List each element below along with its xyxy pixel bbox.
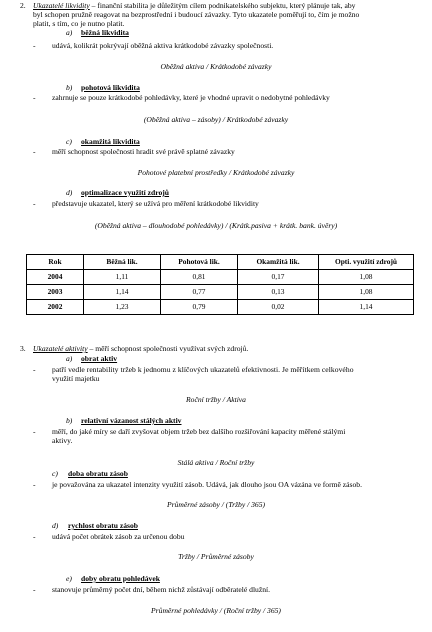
- item-title: optimalizace využití zdrojů: [81, 188, 170, 197]
- section-intro-line: byl schopen pružně reagovat na bezprostřední i budoucí závazky. Tyto ukazatele poměřují to, čím je možno: [33, 10, 360, 19]
- item-letter: e): [66, 574, 72, 583]
- table-row: [27, 270, 414, 285]
- item-description: zahrnuje se pouze krátkodobé pohledávky, které je vhodné upravit o nedobytné pohledávky: [52, 93, 330, 102]
- table-header-row: [27, 255, 414, 270]
- table-cell: 0,02: [238, 300, 319, 315]
- table-cell: 2004: [27, 270, 84, 285]
- item-letter: a): [66, 354, 73, 363]
- item-description: představuje ukazatel, který se užívá pro měření krátkodobé likvidity: [52, 199, 259, 208]
- table-cell: 0,17: [238, 270, 319, 285]
- table-cell: 1,11: [84, 270, 161, 285]
- item-description: aktivy.: [52, 436, 73, 445]
- item-title: relativní vázanost stálých aktiv: [81, 416, 182, 425]
- bullet-dash: -: [33, 93, 36, 102]
- bullet-dash: -: [33, 427, 36, 436]
- bullet-dash: -: [33, 532, 36, 541]
- item-letter: c): [66, 137, 72, 146]
- item-formula: (Oběžná aktiva – zásoby) / Krátkodobé závazky: [143, 115, 289, 124]
- table-cell: 1,14: [319, 300, 414, 315]
- bullet-dash: -: [33, 480, 36, 489]
- section-intro-line: platit, s tím, co je nutno platit.: [33, 19, 125, 28]
- item-formula: Oběžná aktiva / Krátkodobé závazky: [160, 62, 272, 71]
- item-formula: (Oběžná aktiva – dlouhodobé pohledávky) / (Krátk.pasiva + krátk. bank. úvěry): [94, 221, 338, 230]
- table-cell: 1,14: [84, 285, 161, 300]
- item-title: běžná likvidita: [81, 28, 129, 37]
- item-description: stanovuje průměrný počet dní, během nichž zůstávají odběratelé dlužní.: [52, 585, 271, 594]
- item-description: využití majetku: [52, 374, 100, 383]
- bullet-dash: -: [33, 365, 36, 374]
- table-cell: 0,13: [238, 285, 319, 300]
- table-cell: 1,23: [84, 300, 161, 315]
- item-title: pohotová likvidita: [81, 83, 140, 92]
- bullet-dash: -: [33, 147, 36, 156]
- table-cell: 1,08: [319, 285, 414, 300]
- item-title: okamžitá likvidita: [81, 137, 140, 146]
- section-intro-text: – finanční stabilita je důležitým cílem podnikatelského subjektu, který plánuje tak, aby: [89, 1, 356, 10]
- section-number: 2.: [20, 1, 26, 10]
- bullet-dash: -: [33, 199, 36, 208]
- bullet-dash: -: [33, 585, 36, 594]
- table-row: [27, 300, 414, 315]
- item-formula: Průměrné zásoby / (Tržby / 365): [166, 500, 266, 509]
- table-cell: 1,08: [319, 270, 414, 285]
- item-description: je považována za ukazatel intenzity využití zásob. Udává, jak dlouho jsou OA vázána ve formě zásob.: [52, 480, 362, 489]
- table-header-cell: Běžná lik.: [84, 255, 161, 270]
- table-cell: 2002: [27, 300, 84, 315]
- item-title: doba obratu zásob: [68, 469, 128, 478]
- item-formula: Průměrné pohledávky / (Roční tržby / 365): [151, 606, 281, 615]
- item-title: doby obratu pohledávek: [81, 574, 160, 583]
- item-description: měří schopnost společnosti hradit své právě splatné závazky: [52, 147, 235, 156]
- table-header-cell: Rok: [27, 255, 84, 270]
- bullet-dash: -: [33, 41, 36, 50]
- item-letter: b): [66, 83, 73, 92]
- item-letter: c): [52, 469, 58, 478]
- item-description: udává, kolikrát pokrývají oběžná aktiva krátkodobé závazky společnosti.: [52, 41, 274, 50]
- item-description: udává počet obrátek zásob za určenou dobu: [52, 532, 185, 541]
- liquidity-table: [26, 254, 414, 315]
- table-cell: 0,79: [161, 300, 238, 315]
- item-formula: Roční tržby / Aktiva: [186, 395, 246, 404]
- table-row: [27, 285, 414, 300]
- section-heading: Ukazatelé aktivity: [33, 344, 88, 353]
- item-letter: a): [66, 28, 73, 37]
- item-formula: Tržby / Průměrné zásoby: [178, 552, 254, 561]
- section-intro-line: [33, 344, 248, 353]
- section-number: 3.: [20, 344, 26, 353]
- item-letter: d): [52, 521, 59, 530]
- table-header-cell: Pohotová lik.: [161, 255, 238, 270]
- item-description: patří vedle rentability tržeb k jednomu z klíčových ukazatelů efektivnosti. Je měřítkem celkového: [52, 365, 354, 374]
- section-intro-line: [33, 1, 355, 10]
- item-title: obrat aktiv: [81, 354, 118, 363]
- table-header-cell: Okamžitá lik.: [238, 255, 319, 270]
- section-intro-text: – měří schopnost společnosti využívat svých zdrojů.: [87, 344, 249, 353]
- item-title: rychlost obratu zásob: [68, 521, 139, 530]
- table-cell: 0,81: [161, 270, 238, 285]
- item-formula: Stálá aktiva / Roční tržby: [177, 458, 255, 467]
- table-header-cell: Opti. využití zdrojů: [319, 255, 414, 270]
- item-letter: b): [66, 416, 73, 425]
- table-cell: 2003: [27, 285, 84, 300]
- item-description: měří, do jaké míry se daří zvyšovat objem tržeb bez dalšího rozšiřování kapacity měřené stálými: [52, 427, 346, 436]
- item-formula: Pohotové platební prostředky / Krátkodobé závazky: [137, 168, 295, 177]
- section-heading: Ukazatelé likvidity: [33, 1, 90, 10]
- table-cell: 0,77: [161, 285, 238, 300]
- item-letter: d): [66, 188, 73, 197]
